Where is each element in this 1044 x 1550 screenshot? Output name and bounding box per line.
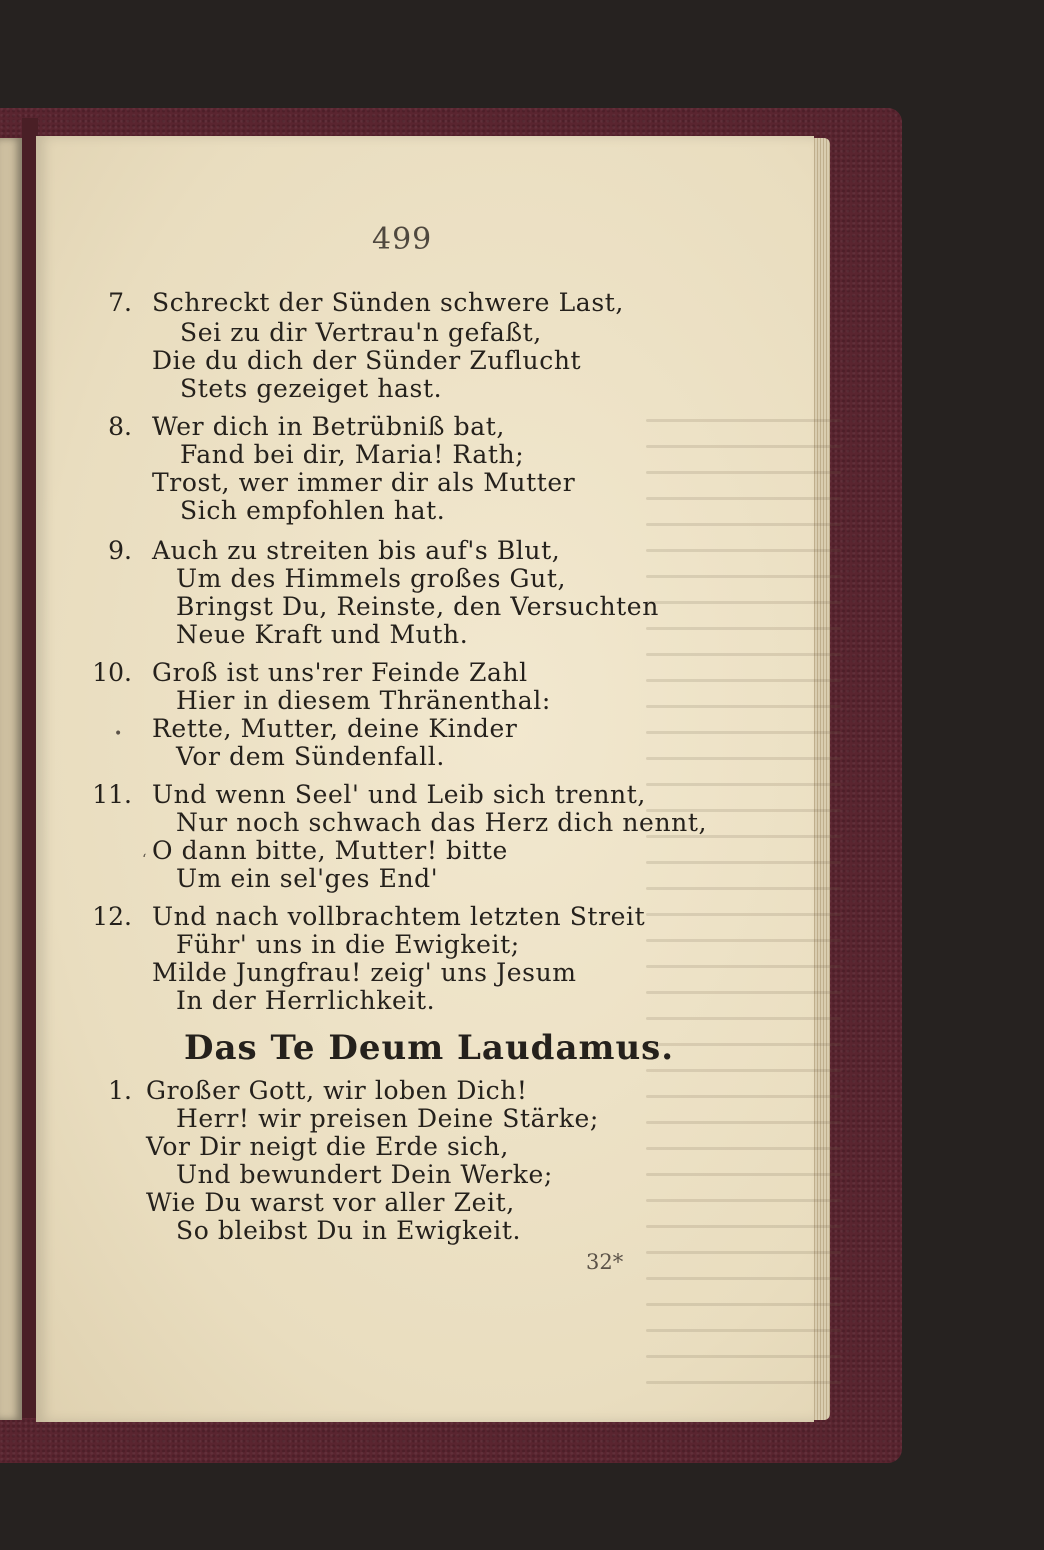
left-page-edge (0, 138, 22, 1420)
verse-line: Fand bei dir, Maria! Rath; (180, 440, 525, 469)
verse-line: Vor dem Sündenfall. (176, 742, 445, 771)
page-number: 499 (372, 222, 433, 257)
stanza-number: 7. (108, 288, 132, 317)
verse-line: Rette, Mutter, deine Kinder (152, 714, 518, 743)
verse-line: Sei zu dir Vertrau'n gefaßt, (180, 318, 542, 347)
show-through-text (646, 396, 841, 1396)
verse-line: Um ein sel'ges End' (176, 864, 439, 893)
signature-mark: 32* (586, 1250, 624, 1274)
verse-line: Und bewundert Dein Werke; (176, 1160, 553, 1189)
verse-line: Großer Gott, wir loben Dich! (146, 1076, 528, 1105)
verse-line: Groß ist uns'rer Feinde Zahl (152, 658, 528, 687)
verse-line: Nur noch schwach das Herz dich nennt, (176, 808, 708, 837)
verse-line: Stets gezeiget hast. (180, 374, 443, 403)
stanza-number: 11. (92, 780, 132, 809)
stanza-number: 1. (108, 1076, 132, 1105)
verse-line: Hier in diesem Thränenthal: (176, 686, 551, 715)
stanza-number: 8. (108, 412, 132, 441)
verse-line: Die du dich der Sünder Zuflucht (152, 346, 582, 375)
stanza-number: 12. (92, 902, 132, 931)
verse-line: So bleibst Du in Ewigkeit. (176, 1216, 522, 1245)
ink-dot: ‘ (142, 852, 147, 868)
stanza-number: 10. (92, 658, 132, 687)
verse-line: Schreckt der Sünden schwere Last, (152, 288, 624, 317)
verse-line: Auch zu streiten bis auf's Blut, (152, 536, 561, 565)
verse-line: Sich empfohlen hat. (180, 496, 446, 525)
verse-line: In der Herrlichkeit. (176, 986, 436, 1015)
verse-line: Führ' uns in die Ewigkeit; (176, 930, 520, 959)
verse-line: Wie Du warst vor aller Zeit, (146, 1188, 515, 1217)
verse-line: Trost, wer immer dir als Mutter (152, 468, 576, 497)
verse-line: Wer dich in Betrübniß bat, (152, 412, 505, 441)
verse-line: Um des Himmels großes Gut, (176, 564, 567, 593)
verse-line: Und wenn Seel' und Leib sich trennt, (152, 780, 646, 809)
stanza-number: 9. (108, 536, 132, 565)
verse-line: Vor Dir neigt die Erde sich, (146, 1132, 509, 1161)
ink-dot: • (114, 726, 123, 742)
hymn-title: Das Te Deum Laudamus. (184, 1028, 675, 1068)
verse-line: Neue Kraft und Muth. (176, 620, 469, 649)
verse-line: Und nach vollbrachtem letzten Streit (152, 902, 646, 931)
verse-line: O dann bitte, Mutter! bitte (152, 836, 508, 865)
verse-line: Bringst Du, Reinste, den Versuchten (176, 592, 659, 621)
verse-line: Milde Jungfrau! zeig' uns Jesum (152, 958, 577, 987)
verse-line: Herr! wir preisen Deine Stärke; (176, 1104, 599, 1133)
